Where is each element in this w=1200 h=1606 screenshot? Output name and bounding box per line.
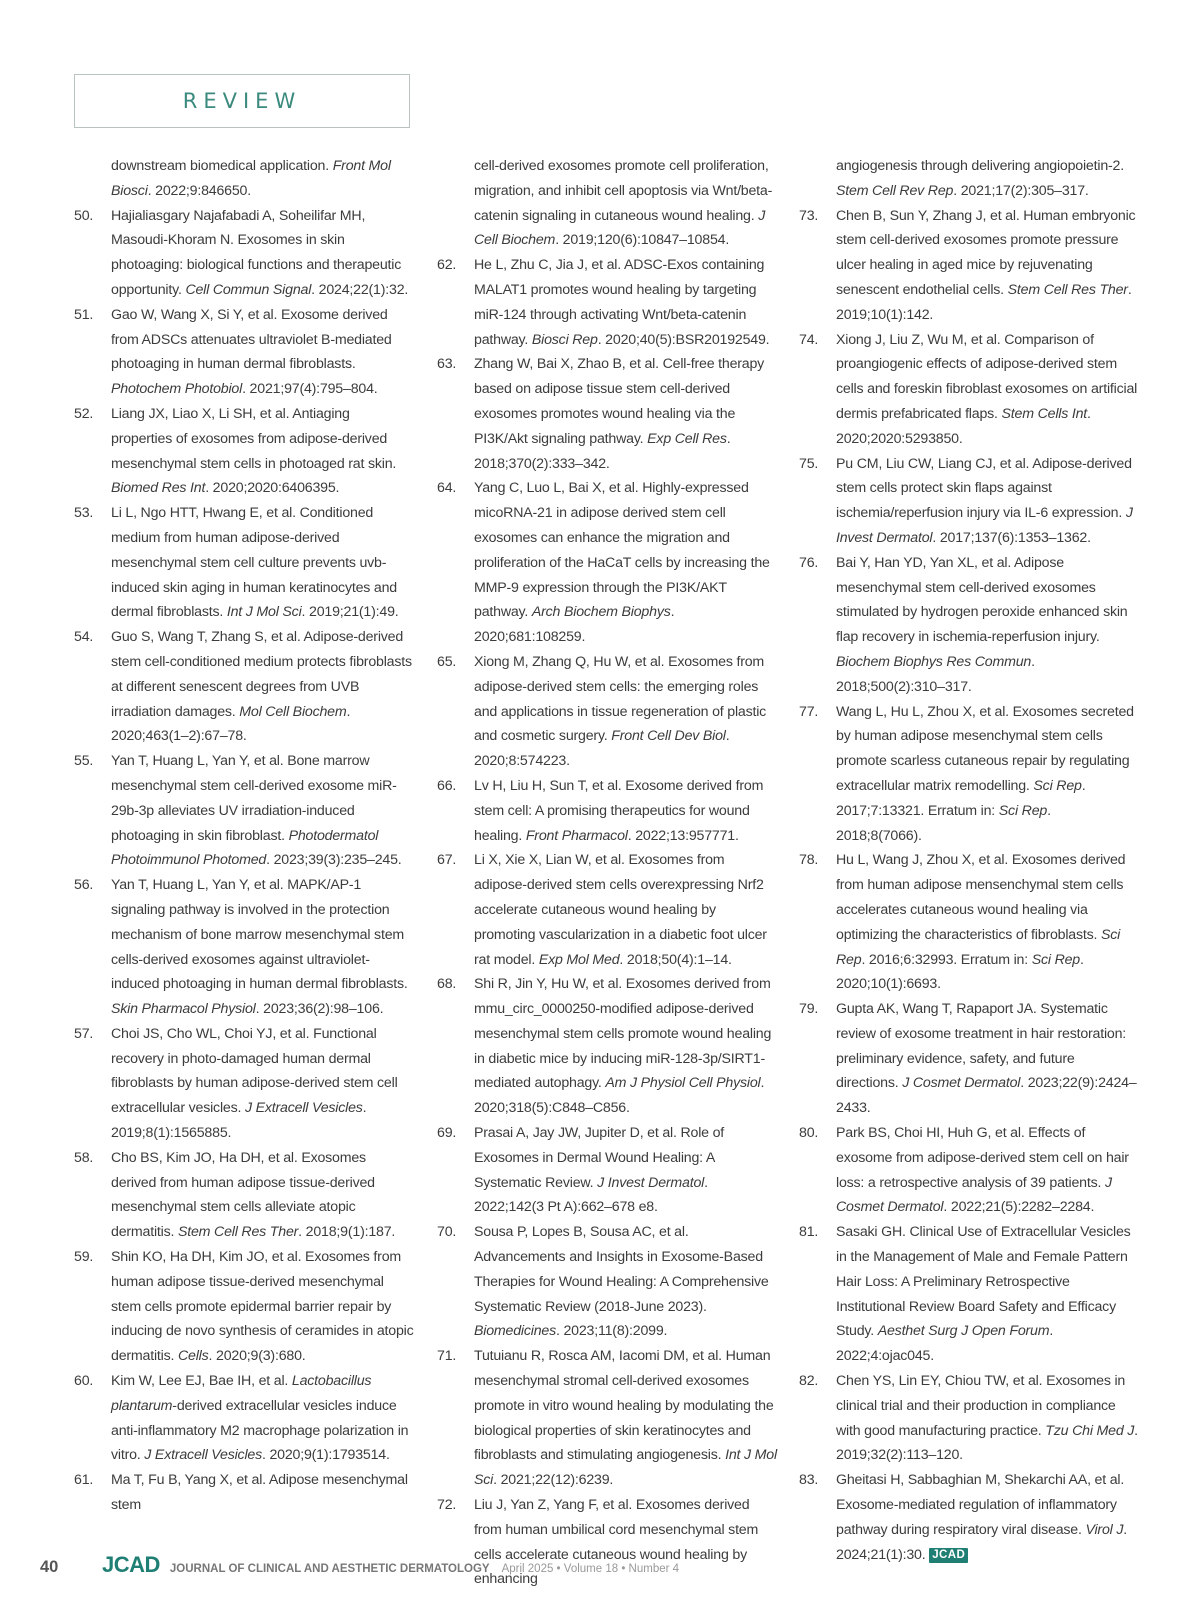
reference-text: Ma T, Fu B, Yang X, et al. Adipose mesenchymal stem [111,1472,408,1514]
reference-item [799,154,1139,204]
reference-text: downstream biomedical application. Front Mol Biosci. 2022;9:846650. [111,158,391,199]
reference-number: 76. [799,554,819,571]
reference-number: 75. [799,455,819,472]
reference-item [799,551,1139,700]
journal-name: JOURNAL OF CLINICAL AND AESTHETIC DERMATOLOGY [169,1563,490,1575]
reference-item [799,848,1139,997]
reference-text: Hu L, Wang J, Zhou X, et al. Exosomes derived from human adipose mensenchymal stem cells accelerates cutaneous wound healing via optimizing the characteristics of fibroblasts. Sci Rep. 2016;6:32993. Erratum in: Sci Rep. 2020;10(1):6693. [836,852,1126,993]
reference-item [799,700,1139,849]
reference-text: Yan T, Huang L, Yan Y, et al. MAPK/AP-1 signaling pathway is involved in the protection mechanism of bone marrow mesenchymal stem cells-derived exosomes against ultraviolet-induced photoaging in human dermal fibroblasts. Skin Pharmacol Physiol. 2023;36(2):98–106. [111,877,408,1018]
reference-item [799,1468,1139,1567]
reference-item [799,997,1139,1121]
reference-text: Lv H, Liu H, Sun T, et al. Exosome derived from stem cell: A promising therapeutics for wound healing. Front Pharmacol. 2022;13:957771. [474,777,764,844]
reference-number: 83. [799,1472,819,1489]
reference-text: Gao W, Wang X, Si Y, et al. Exosome derived from ADSCs attenuates ultraviolet B-mediated photoaging in human dermal fibroblasts. Photochem Photobiol. 2021;97(4):795–804. [111,306,392,398]
reference-text: Sousa P, Lopes B, Sousa AC, et al. Advancements and Insights in Exosome-Based Therapies for Wound Healing: A Comprehensive Systematic Review (2018-June 2023). Biomedicines. 2023;11(8):2099. [474,1224,769,1340]
reference-number: 74. [799,331,819,348]
reference-number: 64. [437,480,457,497]
reference-number: 71. [437,1348,457,1365]
reference-number: 77. [799,703,819,720]
reference-item [74,1468,414,1518]
reference-item [799,452,1139,551]
reference-text: Xiong M, Zhang Q, Hu W, et al. Exosomes from adipose-derived stem cells: the emerging roles and applications in tissue regeneration of plastic and cosmetic surgery. Front Cell Dev Biol. 2020;8:574223. [474,653,767,770]
reference-item [799,204,1139,328]
reference-text: Chen B, Sun Y, Zhang J, et al. Human embryonic stem cell-derived exosomes promote pressure ulcer healing in aged mice by rejuvenating senescent endothelial cells. Stem Cell Res Ther. 2019;10(1):142. [836,207,1136,323]
reference-text: Cho BS, Kim JO, Ha DH, et al. Exosomes derived from human adipose tissue-derived mesenchymal stem cells alleviate atopic dermatitis. Stem Cell Res Ther. 2018;9(1):187. [111,1149,396,1241]
reference-item [799,1121,1139,1220]
reference-number: 65. [437,653,457,670]
reference-item [74,402,414,501]
reference-number: 57. [74,1025,94,1042]
reference-item [437,476,777,650]
reference-number: 55. [74,753,94,770]
reference-text: Kim W, Lee EJ, Bae IH, et al. Lactobacillus plantarum-derived extracellular vesicles induce anti-inflammatory M2 macrophage polarization in vitro. J Extracell Vesicles. 2020;9(1):1793514. [111,1373,409,1464]
reference-column-1 [74,154,414,1514]
reference-number: 69. [437,1125,457,1142]
reference-number: 54. [74,629,94,646]
reference-number: 82. [799,1373,819,1390]
reference-number: 79. [799,1001,819,1018]
reference-text: Chen YS, Lin EY, Chiou TW, et al. Exosomes in clinical trial and their production in compliance with good manufacturing practice. Tzu Chi Med J. 2019;32(2):113–120. [836,1373,1138,1464]
section-label: REVIEW [182,89,302,113]
reference-item [437,774,777,848]
jcad-end-badge: JCAD [929,1548,968,1563]
reference-item [437,1121,777,1220]
reference-number: 70. [437,1224,457,1241]
reference-number: 60. [74,1373,94,1390]
reference-text: Sasaki GH. Clinical Use of Extracellular Vesicles in the Management of Male and Female Pattern Hair Loss: A Preliminary Retrospective Institutional Review Board Safety and Efficacy Study. Aesthet Surg J Open Forum. 2022;4:ojac045. [836,1224,1131,1365]
reference-text: Choi JS, Cho WL, Choi YJ, et al. Functional recovery in photo-damaged human dermal fibroblasts by human adipose-derived stem cell extracellular vesicles. J Extracell Vesicles. 2019;8(1):1565885. [111,1025,398,1142]
reference-text: Liang JX, Liao X, Li SH, et al. Antiaging properties of exosomes from adipose-derived mesenchymal stem cells in photoaged rat skin. Biomed Res Int. 2020;2020:6406395. [111,405,397,497]
reference-text: Shin KO, Ha DH, Kim JO, et al. Exosomes from human adipose tissue-derived mesenchymal stem cells promote epidermal barrier repair by inducing de novo synthesis of ceramides in atopic dermatitis. Cells. 2020;9(3):680. [111,1249,414,1365]
reference-number: 53. [74,505,94,522]
reference-text: Prasai A, Jay JW, Jupiter D, et al. Role of Exosomes in Dermal Wound Healing: A Systematic Review. J Invest Dermatol. 2022;142(3 Pt A):662–678 e8. [474,1125,725,1216]
reference-text: Li L, Ngo HTT, Hwang E, et al. Conditioned medium from human adipose-derived mesenchymal stem cell culture prevents uvb-induced skin aging in human keratinocytes and dermal fibroblasts. Int J Mol Sci. 2019;21(1):49. [111,505,399,621]
reference-number: 66. [437,777,457,794]
reference-text: Yang C, Luo L, Bai X, et al. Highly-expressed micoRNA-21 in adipose derived stem cell exosomes can enhance the migration and proliferation of the HaCaT cells by increasing the MMP-9 expression through the PI3K/AKT pathway. Arch Biochem Biophys. 2020;681:108259. [474,480,770,646]
reference-item [74,1245,414,1369]
reference-text: Tutuianu R, Rosca AM, Iacomi DM, et al. Human mesenchymal stromal cell-derived exosomes promote in vitro wound healing by modulating the biological properties of skin keratinocytes and fibroblasts and stimulating angiogenesis. Int J Mol Sci. 2021;22(12):6239. [474,1348,777,1489]
reference-number: 78. [799,852,819,869]
reference-number: 81. [799,1224,819,1241]
reference-item [799,1369,1139,1468]
reference-item [74,204,414,303]
reference-number: 68. [437,976,457,993]
reference-item [437,1344,777,1493]
reference-text: Zhang W, Bai X, Zhao B, et al. Cell-free therapy based on adipose tissue stem cell-derived exosomes promotes wound healing via the PI3K/Akt signaling pathway. Exp Cell Res. 2018;370(2):333–342. [474,356,765,472]
reference-item [437,352,777,476]
reference-number: 62. [437,257,457,274]
section-header-box [74,74,410,128]
reference-number: 73. [799,207,819,224]
reference-text: Bai Y, Han YD, Yan XL, et al. Adipose mesenchymal stem cell-derived exosomes stimulated by hydrogen peroxide enhanced skin flap recovery in ischemia-reperfusion injury. Biochem Biophys Res Commun. 2018;500(2):310–317. [836,554,1128,695]
reference-text: Liu J, Yan Z, Yang F, et al. Exosomes derived from human umbilical cord mesenchymal stem cells accelerate cutaneous wound healing by enhancing [474,1497,759,1588]
reference-item [74,1369,414,1468]
reference-number: 61. [74,1472,94,1489]
journal-logo: JCAD [102,1552,160,1577]
reference-item [437,1220,777,1344]
reference-text: Gheitasi H, Sabbaghian M, Shekarchi AA, et al. Exosome-mediated regulation of inflammatory pathway during respiratory viral disease. Virol J. 2024;21(1):30. [836,1472,1127,1563]
reference-item [437,972,777,1121]
reference-number: 56. [74,877,94,894]
reference-text: Gupta AK, Wang T, Rapaport JA. Systematic review of exosome treatment in hair restoration: preliminary evidence, safety, and future directions. J Cosmet Dermatol. 2023;22(9):2424–2433. [836,1001,1137,1117]
reference-item [437,650,777,774]
reference-number: 51. [74,306,94,323]
reference-text: Guo S, Wang T, Zhang S, et al. Adipose-derived stem cell-conditioned medium protects fibroblasts at different senescent degrees from UVB irradiation damages. Mol Cell Biochem. 2020;463(1–2):67–78. [111,629,412,745]
reference-column-3 [799,154,1139,1563]
reference-text: Yan T, Huang L, Yan Y, et al. Bone marrow mesenchymal stem cell-derived exosome miR-29b-3p alleviates UV irradiation-induced photoaging in skin fibroblast. Photodermatol Photoimmunol Photomed. 2023;39(3):235–245. [111,753,402,869]
reference-text: Wang L, Hu L, Zhou X, et al. Exosomes secreted by human adipose mesenchymal stem cells promote scarless cutaneous repair by regulating extracellular matrix remodelling. Sci Rep. 2017;7:13321. Erratum in: Sci Rep. 2018;8(7066). [836,703,1134,844]
reference-item [437,154,777,253]
reference-text: Pu CM, Liu CW, Liang CJ, et al. Adipose-derived stem cells protect skin flaps against ischemia/reperfusion injury via IL-6 expression. J Invest Dermatol. 2017;137(6):1353–1362. [836,455,1133,546]
reference-text: Shi R, Jin Y, Hu W, et al. Exosomes derived from mmu_circ_0000250-modified adipose-derived mesenchymal stem cells promote wound healing in diabetic mice by inducing miR-128-3p/SIRT1-mediated autophagy. Am J Physiol Cell Physiol. 2020;318(5):C848–C856. [474,976,772,1117]
reference-number: 58. [74,1149,94,1166]
reference-item [437,848,777,972]
reference-text: Xiong J, Liu Z, Wu M, et al. Comparison of proangiogenic effects of adipose-derived stem cells and foreskin fibroblast exosomes on artificial dermis prefabricated flaps. Stem Cells Int. 2020;2020:5293850. [836,331,1138,447]
reference-number: 72. [437,1497,457,1514]
reference-item [74,154,414,204]
issue-info: April 2025 • Volume 18 • Number 4 [501,1563,680,1575]
reference-text: angiogenesis through delivering angiopoietin-2. Stem Cell Rev Rep. 2021;17(2):305–317. [836,158,1124,199]
reference-text: Hajialiasgary Najafabadi A, Soheilifar MH, Masoudi-Khoram N. Exosomes in skin photoaging: biological functions and therapeutic opportunity. Cell Commun Signal. 2024;22(1):32. [111,207,409,298]
reference-text: Park BS, Choi HI, Huh G, et al. Effects of exosome from adipose-derived stem cell on hair loss: a retrospective analysis of 39 patients. J Cosmet Dermatol. 2022;21(5):2282–2284. [836,1125,1129,1216]
reference-number: 80. [799,1125,819,1142]
reference-item [74,749,414,873]
reference-number: 67. [437,852,457,869]
reference-item [799,328,1139,452]
reference-number: 59. [74,1249,94,1266]
reference-item [437,253,777,352]
reference-item [74,625,414,749]
reference-number: 63. [437,356,457,373]
reference-text: Li X, Xie X, Lian W, et al. Exosomes from adipose-derived stem cells overexpressing Nrf2 accelerate cutaneous wound healing by promoting vascularization in a diabetic foot ulcer rat model. Exp Mol Med. 2018;50(4):1–14. [474,852,767,968]
reference-item [74,303,414,402]
page-number: 40 [40,1558,59,1576]
reference-item [74,1146,414,1245]
reference-number: 50. [74,207,94,224]
reference-item [74,501,414,625]
reference-item [799,1220,1139,1369]
reference-text: cell-derived exosomes promote cell proliferation, migration, and inhibit cell apoptosis via Wnt/beta-catenin signaling in cutaneous wound healing. J Cell Biochem. 2019;120(6):10847–10854. [474,158,773,249]
reference-text: He L, Zhu C, Jia J, et al. ADSC-Exos containing MALAT1 promotes wound healing by targeting miR-124 through activating Wnt/beta-catenin pathway. Biosci Rep. 2020;40(5):BSR20192549. [474,257,770,348]
reference-number: 52. [74,405,94,422]
reference-item [74,873,414,1022]
page-footer [40,1552,679,1580]
reference-item [74,1022,414,1146]
